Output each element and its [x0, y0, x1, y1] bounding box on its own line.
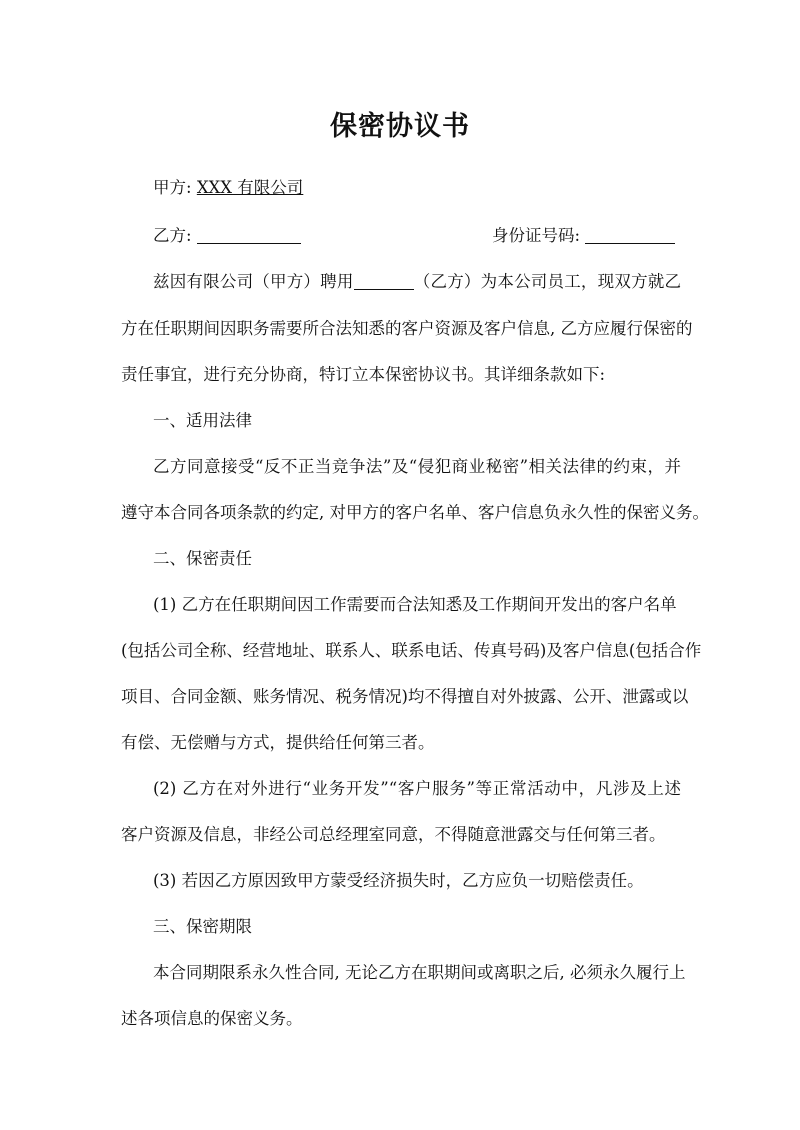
section-2-heading: 二、保密责任 [153, 549, 252, 568]
page-title: 保密协议书 [330, 111, 470, 142]
section-3-line-2: 述各项信息的保密义务。 [121, 1009, 303, 1028]
intro-text-b: （乙方）为本公司员工，现双方就乙 [413, 272, 682, 291]
intro-line-3: 责任事宜，进行充分协商，特订立本保密协议书。其详细条款如下: [121, 365, 606, 384]
section-2-item-2-line-2: 客户资源及信息，非经公司总经理室同意，不得随意泄露交与任何第三者。 [121, 825, 666, 844]
intro-text-a: 兹因有限公司（甲方）聘用 [153, 272, 354, 291]
section-3-heading: 三、保密期限 [153, 917, 252, 936]
section-1-line-1: 乙方同意接受“反不正当竞争法”及“侵犯商业秘密”相关法律的约束，并 [153, 457, 681, 476]
id-number-label: 身份证号码: [492, 226, 581, 245]
section-1-heading: 一、适用法律 [153, 411, 252, 430]
intro-line-1 [153, 270, 681, 294]
section-2-item-1-line-2: (包括公司全称、经营地址、联系人、联系电话、传真号码)及客户信息(包括合作 [121, 641, 702, 660]
party-b-row [153, 224, 353, 248]
employee-name-blank[interactable] [354, 271, 414, 290]
party-b-blank[interactable] [197, 225, 301, 244]
id-number-row [492, 224, 675, 248]
id-number-blank[interactable] [585, 225, 675, 244]
party-b-label: 乙方: [153, 226, 192, 245]
party-a-value: XXX 有限公司 [196, 178, 304, 197]
section-2-item-2-line-1: (2) 乙方在对外进行“业务开发”“客户服务”等正常活动中，凡涉及上述 [153, 779, 681, 798]
section-1-line-2: 遵守本合同各项条款的约定, 对甲方的客户名单、客户信息负永久性的保密义务。 [121, 503, 709, 522]
section-2-item-3-line-1: (3) 若因乙方原因致甲方蒙受经济损失时，乙方应负一切赔偿责任。 [153, 871, 644, 890]
section-2-item-1-line-1: (1) 乙方在任职期间因工作需要而合法知悉及工作期间开发出的客户名单 [153, 595, 677, 614]
party-a-row [153, 176, 713, 200]
section-2-item-1-line-3: 项目、合同金额、账务情况、税务情况)均不得擅自对外披露、公开、泄露或以 [121, 687, 689, 706]
intro-line-2: 方在任职期间因职务需要所合法知悉的客户资源及客户信息, 乙方应履行保密的 [121, 319, 693, 338]
section-2-item-1-line-4: 有偿、无偿赠与方式，提供给任何第三者。 [121, 733, 435, 752]
section-3-line-1: 本合同期限系永久性合同, 无论乙方在职期间或离职之后, 必须永久履行上 [153, 963, 686, 982]
party-a-label: 甲方: [153, 178, 192, 197]
